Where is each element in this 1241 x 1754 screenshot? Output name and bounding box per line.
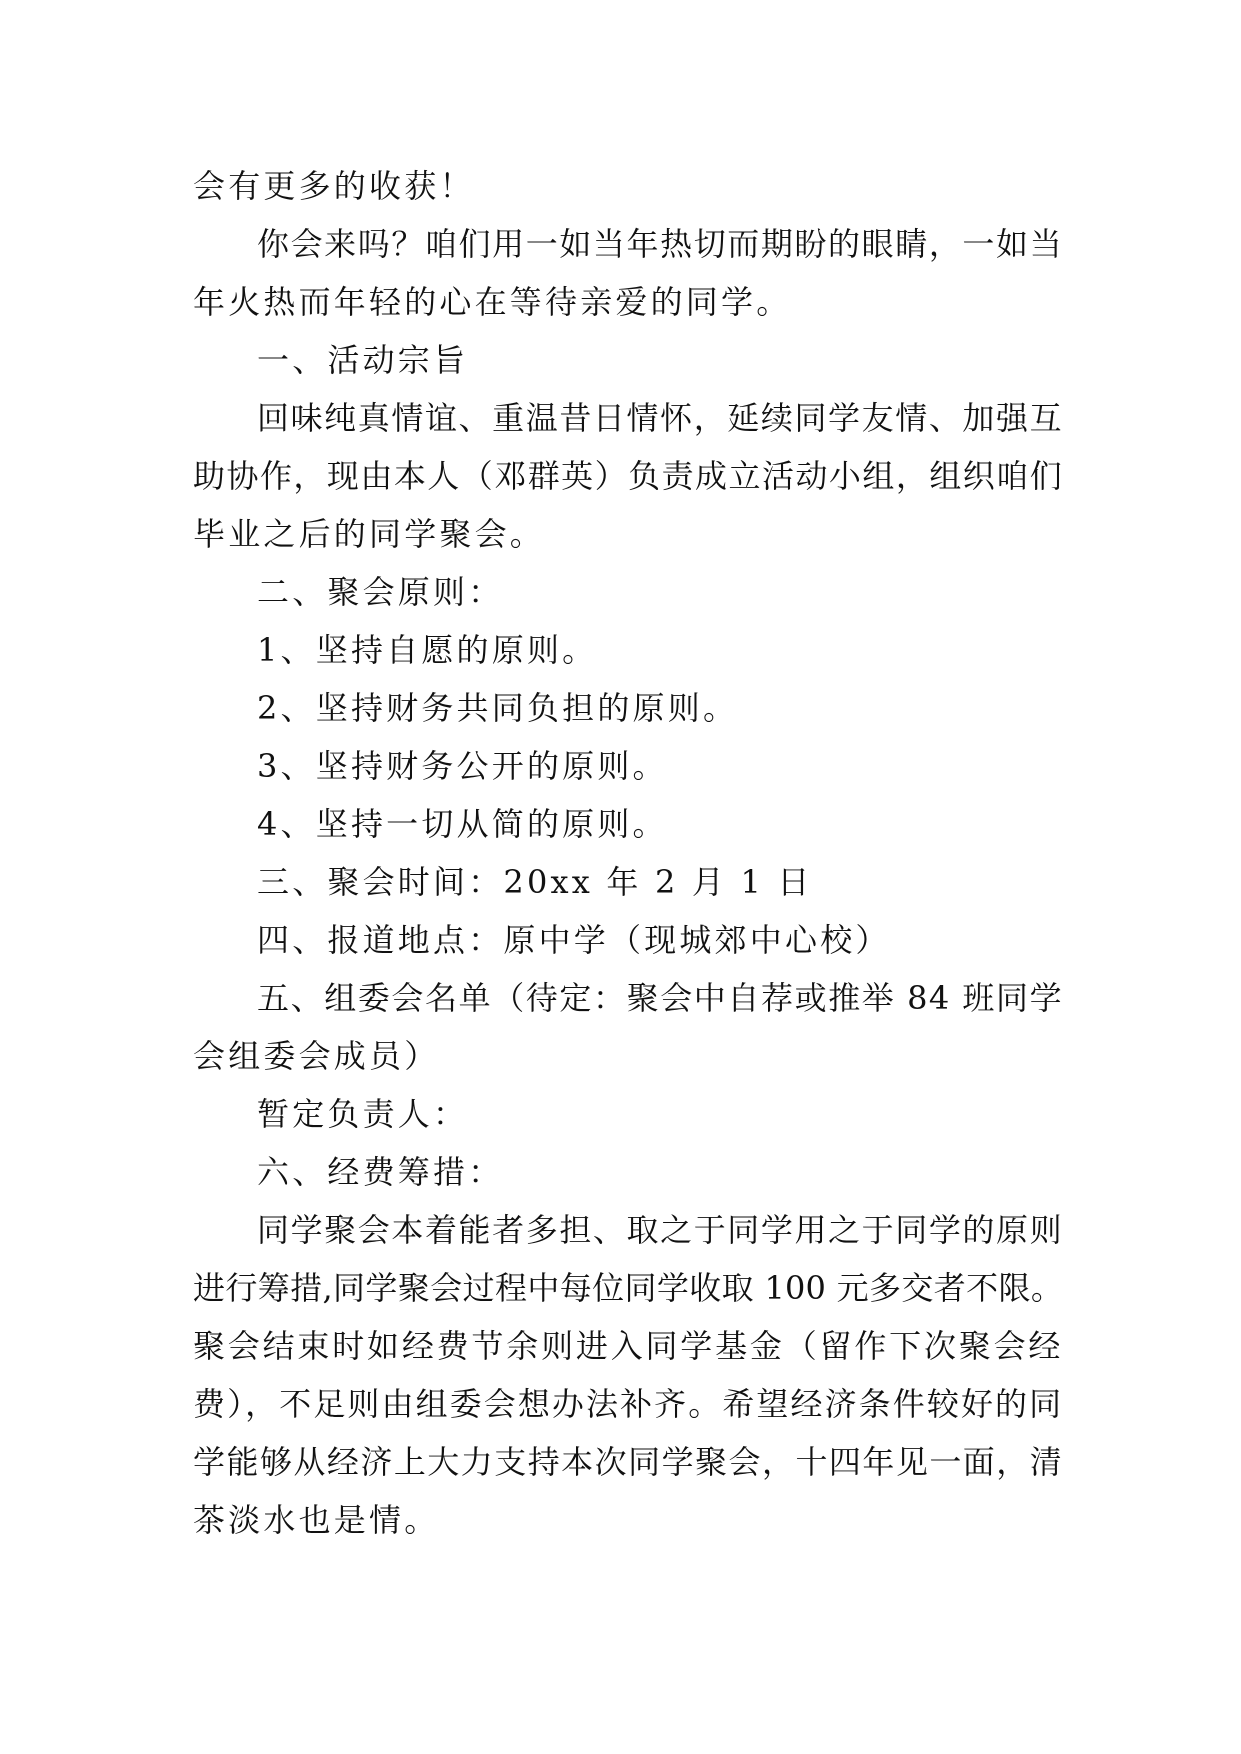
text-line: 六、经费筹措： bbox=[257, 1153, 504, 1191]
text-line: 进行筹措,同学聚会过程中每位同学收取 100 元多交者不限。 bbox=[193, 1269, 1063, 1307]
text-line: 四、报道地点：原中学（现城郊中心校） bbox=[257, 921, 891, 959]
text-line: 你会来吗？咱们用一如当年热切而期盼的眼睛，一如当 bbox=[257, 225, 1063, 263]
text-line: 三、聚会时间：20xx 年 2 月 1 日 bbox=[257, 863, 813, 901]
text-line: 2、坚持财务共同负担的原则。 bbox=[257, 689, 739, 727]
text-line: 回味纯真情谊、重温昔日情怀，延续同学友情、加强互 bbox=[257, 399, 1063, 437]
document-body bbox=[193, 157, 1063, 1549]
text-line: 茶淡水也是情。 bbox=[193, 1501, 440, 1539]
text-line: 费），不足则由组委会想办法补齐。希望经济条件较好的同 bbox=[193, 1385, 1063, 1423]
text-line: 4、坚持一切从简的原则。 bbox=[257, 805, 668, 843]
text-line: 年火热而年轻的心在等待亲爱的同学。 bbox=[193, 283, 792, 321]
text-line: 会有更多的收获！ bbox=[193, 167, 475, 205]
text-line: 聚会结束时如经费节余则进入同学基金（留作下次聚会经 bbox=[193, 1327, 1063, 1365]
text-line: 3、坚持财务公开的原则。 bbox=[257, 747, 668, 785]
text-line: 暂定负责人： bbox=[257, 1095, 469, 1133]
text-line: 二、聚会原则： bbox=[257, 573, 504, 611]
text-line: 学能够从经济上大力支持本次同学聚会，十四年见一面，清 bbox=[193, 1443, 1063, 1481]
text-line: 五、组委会名单（待定：聚会中自荐或推举 84 班同学 bbox=[257, 979, 1063, 1017]
text-line: 会组委会成员） bbox=[193, 1037, 440, 1075]
text-line: 助协作，现由本人（邓群英）负责成立活动小组，组织咱们 bbox=[193, 457, 1063, 495]
text-line: 1、坚持自愿的原则。 bbox=[257, 631, 598, 669]
text-line: 一、活动宗旨 bbox=[257, 341, 469, 379]
text-line: 同学聚会本着能者多担、取之于同学用之于同学的原则 bbox=[257, 1211, 1063, 1249]
text-line: 毕业之后的同学聚会。 bbox=[193, 515, 546, 553]
